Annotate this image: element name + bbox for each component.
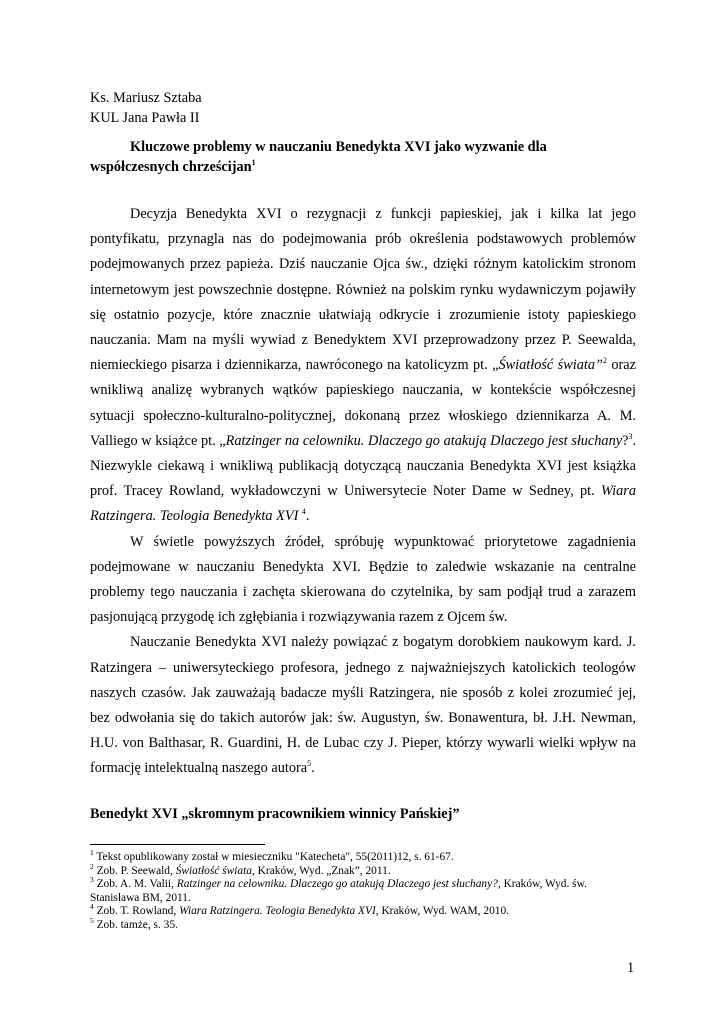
text-run: .: [311, 760, 315, 777]
footnote-number: 5: [90, 916, 94, 926]
footnote-ref: 5: [307, 759, 312, 769]
footnote: [90, 848, 636, 865]
footnote-italic: Wiara Ratzingera. Teologia Benedykta XVI,: [179, 905, 379, 918]
paragraph: [90, 630, 636, 781]
footnote: [90, 875, 636, 905]
author-block: [90, 88, 202, 128]
footnote-ref: 3: [628, 432, 633, 442]
footnote-text: Zob. A. M. Valii,: [93, 878, 177, 891]
author-affiliation: KUL Jana Pawła II: [90, 110, 200, 126]
footnote: [90, 861, 636, 879]
text-run: .: [305, 508, 310, 525]
title-text: Kluczowe problemy w nauczaniu Benedykta XVI jako wyzwanie dla współczesnych chrześcijan: [90, 139, 547, 175]
footnote-italic: Światłość świata,: [175, 864, 255, 877]
footnote-number: 1: [90, 848, 94, 858]
footnote-text: , Kraków, Wyd. św. Stanisława BM, 2011.: [90, 878, 587, 904]
footnote-text: Kraków, Wyd. „Znak”, 2011.: [254, 864, 391, 877]
footnote-number: 4: [90, 902, 94, 912]
text-run: oraz wnikliwą analizę wybranych wątków papieskiego nauczania, w kontekście współczesnej sytuacji społeczno-kulturalno-politycznej, dokonaną przez włoskiego dziennikarza A. M. Valliego w książce pt. „: [90, 357, 636, 449]
footnote-ref: 4: [301, 507, 306, 517]
section-heading: Benedykt XVI „skromnym pracownikiem winnicy Pańskiej”: [90, 806, 460, 822]
page-number: 1: [627, 960, 635, 976]
footnote-text: Zob. T. Rowland,: [93, 905, 180, 918]
footnote-text: Tekst opublikowany został w miesieczniku "Katecheta", 55(2011)12, s. 61-67.: [93, 851, 454, 863]
text-run: ?: [622, 432, 629, 449]
footnote-number: 2: [90, 861, 94, 871]
footnote-divider: [90, 844, 265, 845]
text-run: Decyzja Benedykta XVI o rezygnacji z funkcji papieskiej, jak i kilka lat jego pontyfikatu, przynagla nas do podejmowania prób określenia podstawowych problemów podejmowanych przez papieża. Dziś nauczanie Ojca św., dzięki różnym katolickim stronom internetowym jest powszechnie dostępne. Również na polskim rynku wydawniczym pojawiły się ostatnio pozycje, które znacznie ułatwiają odkrycie i zrozumienie istoty papieskiego nauczania. Mam na myśli wywiad z Benedyktem XVI przeprowadzony przez P. Seewalda, niemieckiego pisarza i dziennikarza, nawróconego na katolicyzm pt. „: [90, 206, 636, 374]
footnote-number: 3: [90, 875, 94, 885]
footnote-text: Zob. P. Seewald,: [93, 864, 176, 877]
paper-title: [90, 137, 635, 177]
footnotes: [90, 848, 636, 933]
italic-title: Wiara Ratzingera. Teologia Benedykta XVI: [90, 483, 636, 525]
body-text: [90, 202, 636, 782]
footnote: [90, 902, 636, 919]
footnote-text: Kraków, Wyd. WAM, 2010.: [378, 905, 510, 918]
footnote-text: Zob. tamże, s. 35.: [93, 918, 178, 931]
text-run: Nauczanie Benedykta XVI należy powiązać z bogatym dorobkiem naukowym kard. J. Ratzingera – uniwersyteckiego profesora, jednego z najważniejszych katolickich teologów naszych czasów. Jak zauważają badacze myśli Ratzingera, nie sposób z kolei zrozumieć jej, bez odwołania się do takich autorów jak: św. Augustyn, św. Bonawentura, bł. J.H. Newman, H.U. von Balthasar, R. Guardini, H. de Lubac czy J. Pieper, którzy wywarli wielki wpływ na formację intelektualną naszego autora: [90, 634, 636, 777]
footnote: [90, 916, 636, 933]
italic-title: Światłość świata”: [498, 357, 603, 374]
italic-title: Ratzinger na celowniku. Dlaczego go atakują Dlaczego jest słuchany: [225, 432, 623, 449]
footnote-italic: Ratzinger na celowniku. Dlaczego go atakują Dlaczego jest słuchany?: [176, 878, 498, 891]
author-name: Ks. Mariusz Sztaba: [90, 90, 202, 106]
paragraph: [90, 202, 636, 530]
text-run: . Niezwykle ciekawą i wnikliwą publikacją dotyczącą nauczania Benedykta XVI jest książka prof. Tracey Rowland, wykładowczyni w Uniwersytecie Noter Dame w Sedney, pt.: [90, 432, 637, 500]
paragraph: W świetle powyższych źródeł, spróbuję wypunktować priorytetowe zagadnienia podejmowane w nauczaniu Benedykta XVI. Będzie to zaledwie wskazanie na centralne problemy tego nauczania i zachęta skierowana do czytelnika, by sam podjął trud a zarazem pasjonującą przygodę ich zgłębiania i rozwiązywania razem z Ojcem św.: [90, 533, 636, 626]
footnote-ref: 2: [602, 356, 607, 366]
footnote-ref: 1: [251, 158, 256, 168]
